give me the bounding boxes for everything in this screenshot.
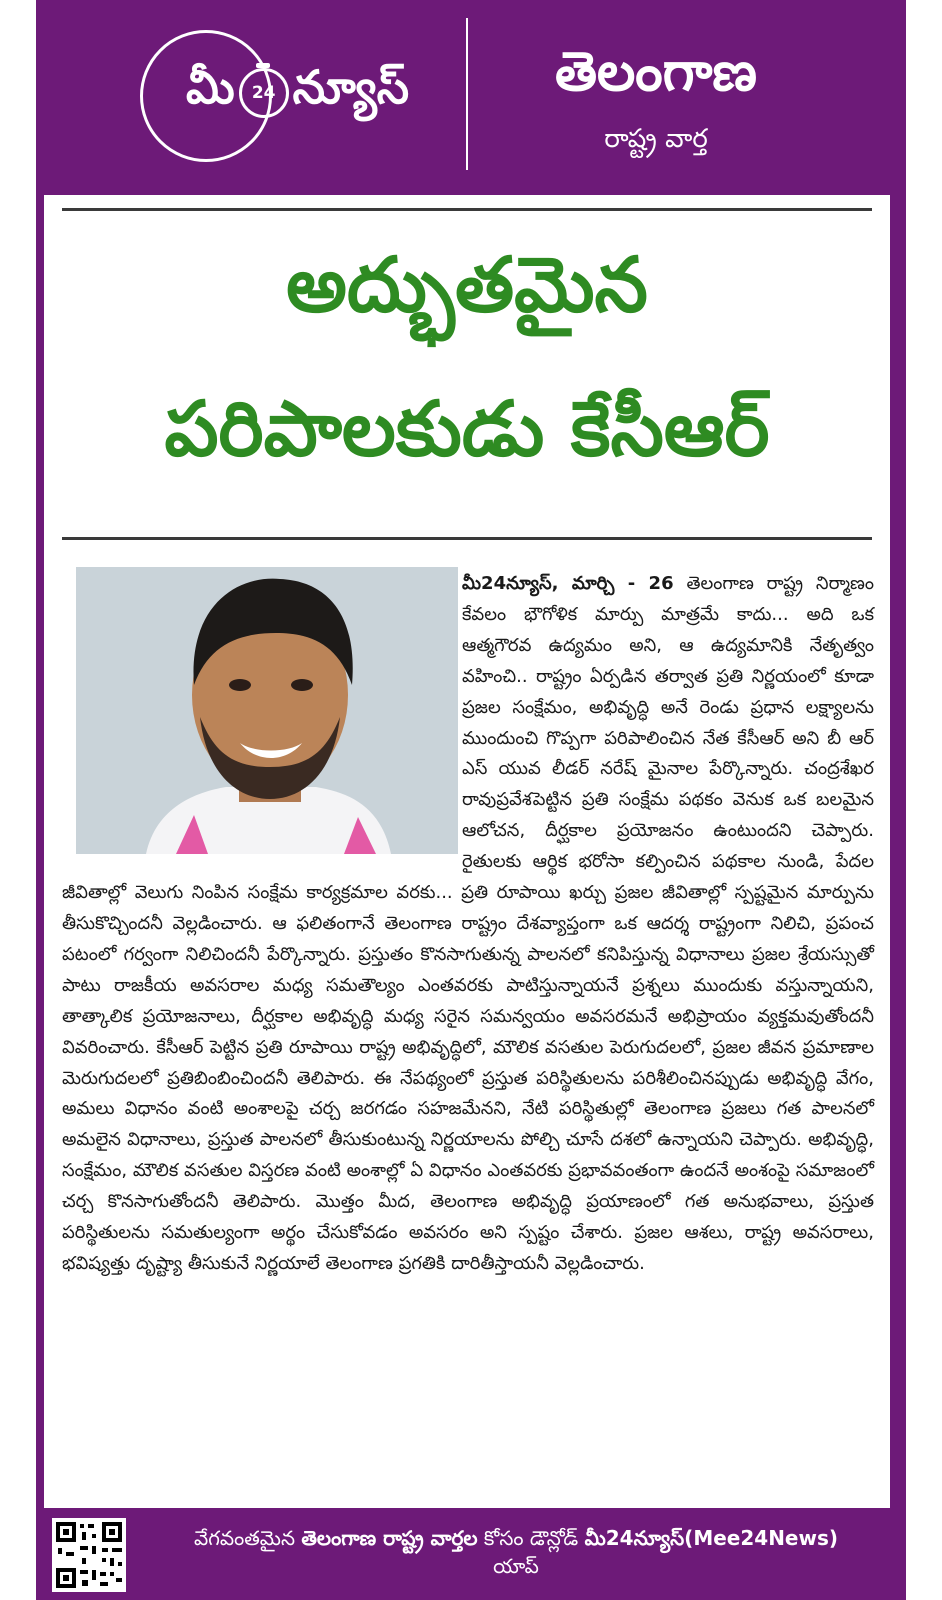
news-card: [36, 0, 906, 1600]
header-divider: [466, 18, 468, 170]
article-panel: [44, 195, 890, 1508]
article-text: తెలంగాణ రాష్ట్ర నిర్మాణం కేవలం భౌగోళిక మార్పు మాత్రమే కాదు... అది ఒక ఆత్మగౌరవ ఉద్యమం అని, ఆ ఉద్యమానికి నేతృత్వం వహించి.. రాష్ట్రం ఏర్పడిన తర్వాత ప్రతి నిర్ణయంలో కూడా ప్రజల సంక్షేమం, అభివృద్ధి అనే రెండు ప్రధాన లక్ష్యాలను ముందుంచి గొప్పగా పరిపాలించిన నేత కేసీఆర్ అని బీ ఆర్ ఎస్ యువ లీడర్ నరేష్ మైనాల పేర్కొన్నారు. చంద్రశేఖర రావుప్రవేశపెట్టిన ప్రతి సంక్షేమ పథకం వెనుక ఒక బలమైన ఆలోచన, దీర్ఘకాల ప్రయోజనం ఉంటుందని చెప్పారు. రైతులకు ఆర్థిక భరోసా కల్పించిన పథకాల నుండి, పేదల జీవితాల్లో వెలుగు నింపిన సంక్షేమ కార్యక్రమాల వరకు... ప్రతి రూపాయి ఖర్చు ప్రజల జీవితాల్లో స్పష్టమైన మార్పును తీసుకొచ్చిందనీ వెల్లడించారు. ఆ ఫలితంగానే తెలంగాణ రాష్ట్రం దేశవ్యాప్తంగా ఒక ఆదర్శ రాష్ట్రంగా నిలిచి, ప్రపంచ పటంలో గర్వంగా నిలిచిందనీ పేర్కొన్నారు. ప్రస్తుతం కొనసాగుతున్న పాలనలో కనిపిస్తున్న విధానాలు ప్రజల శ్రేయస్సుతో పాటు రాజకీయ అవసరాల మధ్య సమతౌల్యం ఎంతవరకు పాటిస్తున్నాయనే ప్రశ్నలు ముందుకు వస్తున్నాయని, తాత్కాలిక ప్రయోజనాలు, దీర్ఘకాల అభివృద్ధి మధ్య సరైన సమన్వయం అవసరమనే అభిప్రాయం వ్యక్తమవుతోందనీ వివరించారు. కేసీఆర్ పెట్టిన ప్రతి రూపాయి రాష్ట్ర అభివృద్ధిలో, మౌలిక వసతుల పెరుగుదలలో, ప్రజల జీవన ప్రమాణాల మెరుగుదలలో ప్రతిబింబించిందనీ తెలిపారు. ఈ నేపథ్యంలో ప్రస్తుత పరిస్థితులను పరిశీలించినప్పుడు అభివృద్ధి వేగం, అమలు విధానం వంటి అంశాలపై చర్చ జరగడం సహజమేనని, నేటి పరిస్థితుల్లో తెలంగాణ ప్రజలు గత పాలనలో అమలైన విధానాలు, ప్రస్తుత పాలనలో తీసుకుంటున్న నిర్ణయాలను పోల్చి చూసే దశలో ఉన్నాయని చెప్పారు. అభివృద్ధి, సంక్షేమం, మౌలిక వసతుల విస్తరణ వంటి అంశాల్లో ఏ విధానం ఎంతవరకు ప్రభావవంతంగా ఉందనే అంశంపై సమాజంలో చర్చ కొనసాగుతోందనీ తెలిపారు. మొత్తం మీద, తెలంగాణ అభివృద్ధి ప్రయాణంలో గత అనుభవాలు, ప్రస్తుత పరిస్థితులను సమతుల్యంగా అర్థం చేసుకోవడం అవసరం అని స్పష్టం చేశారు. ప్రజల ఆశలు, రాష్ట్ర అవసరాలు, భవిష్యత్తు దృష్ట్యా తీసుకునే నిర్ణయాలే తెలంగాణ ప్రగతికి దారితీస్తాయనీ వెల్లడించారు.: [62, 573, 874, 1274]
headline-line-2: పరిపాలకుడు కేసీఆర్: [164, 384, 770, 473]
masthead: [36, 0, 906, 195]
headline-line-1: అద్భుతమైన: [286, 240, 648, 329]
footer-text-pre: వేగవంతమైన: [193, 1526, 302, 1550]
footer-banner: [36, 1508, 906, 1600]
footer-text-bold-1: తెలంగాణ రాష్ట్ర వార్తల: [301, 1526, 478, 1550]
footer-text-bold-2: మీ24న్యూస్(Mee24News): [584, 1526, 839, 1550]
photo-spacer: [62, 569, 462, 863]
footer-promo: [136, 1524, 896, 1580]
state-title: తెలంగాణ: [554, 40, 757, 103]
state-subtitle: రాష్ట్ర వార్త: [604, 124, 708, 154]
top-rule: [62, 208, 872, 211]
article-body: [62, 569, 874, 1280]
logo-clock-number: 24: [251, 83, 276, 103]
brand-logo: [186, 58, 409, 128]
clock-24-icon: [239, 68, 289, 118]
qr-code-icon[interactable]: [52, 1518, 126, 1592]
logo-text-right: న్యూస్: [292, 60, 410, 114]
logo-text-left: మీ: [186, 60, 235, 114]
footer-text-line-2: యాప్: [493, 1554, 539, 1578]
footer-text-mid: కోసం డౌన్లోడ్: [477, 1526, 585, 1550]
dateline: మీ24న్యూస్, మార్చి - 26: [462, 573, 674, 594]
bottom-rule: [62, 537, 872, 540]
